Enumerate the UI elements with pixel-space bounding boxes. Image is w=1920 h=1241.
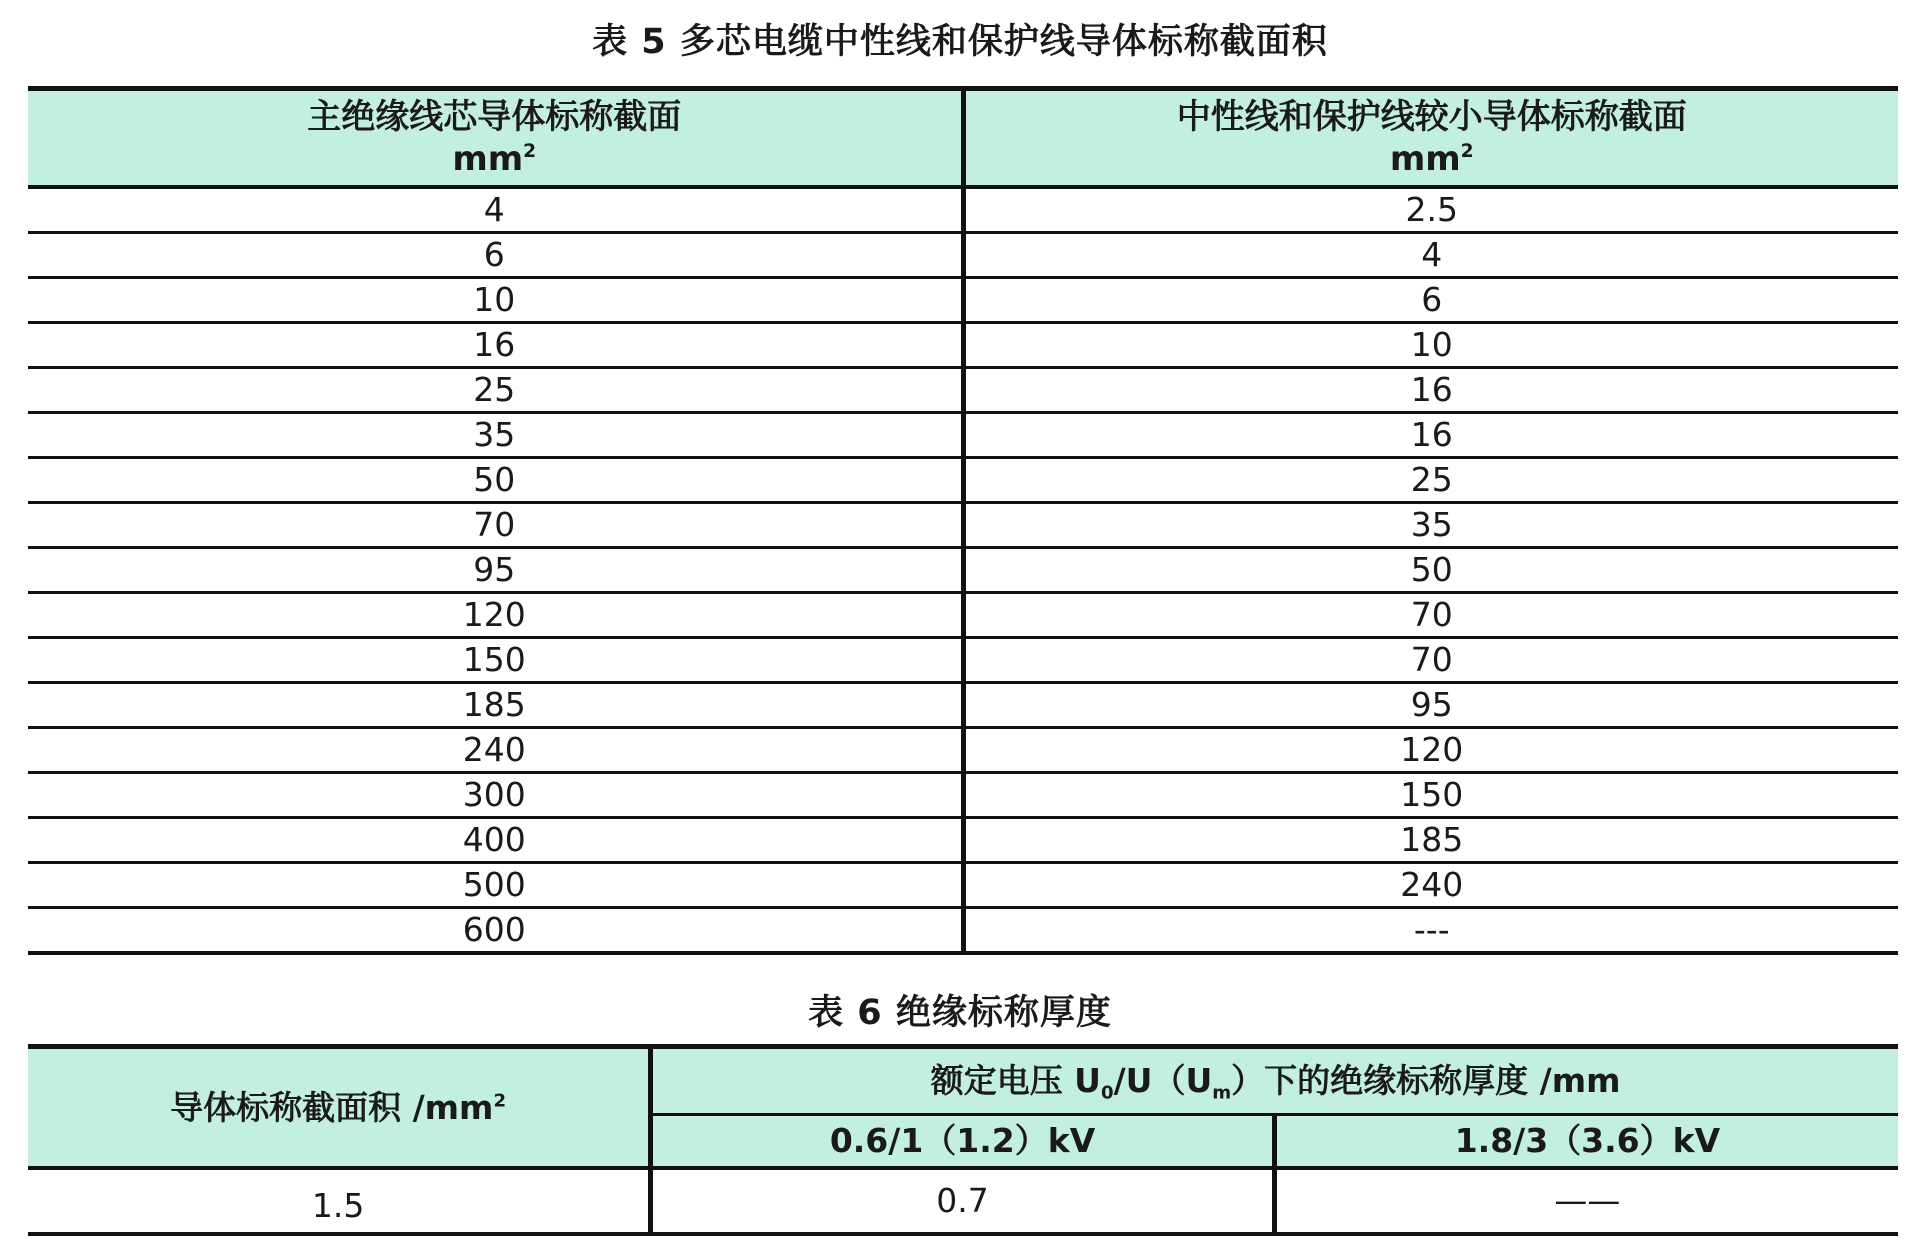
header-conductor-area: 导体标称截面积 $/mm^2$ bbox=[28, 1047, 651, 1169]
conductor-area-cell: 1.5 bbox=[28, 1168, 651, 1234]
main-section-cell: 25 bbox=[28, 368, 963, 413]
neutral-section-cell: 2.5 bbox=[963, 187, 1898, 233]
table-row bbox=[28, 278, 1898, 323]
neutral-section-cell: 95 bbox=[963, 683, 1898, 728]
table6-caption: 表 6 绝缘标称厚度 bbox=[808, 993, 1112, 1033]
neutral-section-cell: 16 bbox=[963, 413, 1898, 458]
table-row bbox=[28, 233, 1898, 278]
main-section-cell: 500 bbox=[28, 863, 963, 908]
table-row bbox=[28, 1168, 1898, 1234]
table-row bbox=[28, 908, 1898, 954]
neutral-section-cell: 50 bbox=[963, 548, 1898, 593]
table-row bbox=[28, 818, 1898, 863]
header-main-conductor-label: 主绝缘线芯导体标称截面 bbox=[307, 97, 682, 137]
table-row bbox=[28, 548, 1898, 593]
header-neutral-conductor-label: 中性线和保护线较小导体标称截面 bbox=[1176, 97, 1687, 137]
table-row bbox=[28, 773, 1898, 818]
main-section-cell: 50 bbox=[28, 458, 963, 503]
neutral-section-cell: 70 bbox=[963, 638, 1898, 683]
table-row bbox=[28, 323, 1898, 368]
main-section-cell: 4 bbox=[28, 187, 963, 233]
main-section-cell: 120 bbox=[28, 593, 963, 638]
neutral-section-cell: 10 bbox=[963, 323, 1898, 368]
main-section-cell: 35 bbox=[28, 413, 963, 458]
header-main-conductor-unit: $mm^2$ bbox=[452, 139, 537, 179]
table6-insulation-thickness bbox=[28, 1044, 1898, 1236]
subheader-voltage-1-8kv: 1.8/3（3.6）kV bbox=[1274, 1115, 1898, 1169]
table-row bbox=[28, 503, 1898, 548]
header-rated-voltage-group: 额定电压 $U_0/U(U_m)$下的绝缘标称厚度 /mm bbox=[651, 1047, 1898, 1115]
table-row bbox=[28, 728, 1898, 773]
table-row bbox=[28, 187, 1898, 233]
table-row bbox=[28, 593, 1898, 638]
main-section-cell: 240 bbox=[28, 728, 963, 773]
subheader-voltage-0-6kv: 0.6/1（1.2）kV bbox=[651, 1115, 1275, 1169]
main-section-cell: 150 bbox=[28, 638, 963, 683]
neutral-section-cell: 70 bbox=[963, 593, 1898, 638]
header-main-conductor bbox=[28, 89, 963, 188]
main-section-cell: 185 bbox=[28, 683, 963, 728]
table-row bbox=[28, 458, 1898, 503]
neutral-section-cell: 35 bbox=[963, 503, 1898, 548]
table6-header-row bbox=[28, 1047, 1898, 1115]
header-conductor-area-label: 导体标称截面积 /mm bbox=[170, 1087, 494, 1127]
table5-header-row bbox=[28, 89, 1898, 188]
main-section-cell: 16 bbox=[28, 323, 963, 368]
neutral-section-cell: 6 bbox=[963, 278, 1898, 323]
table-row bbox=[28, 413, 1898, 458]
table-row bbox=[28, 683, 1898, 728]
main-section-cell: 6 bbox=[28, 233, 963, 278]
thickness-0-6kv-cell: 0.7 bbox=[651, 1168, 1275, 1234]
neutral-section-cell: 25 bbox=[963, 458, 1898, 503]
neutral-section-cell: 185 bbox=[963, 818, 1898, 863]
main-section-cell: 600 bbox=[28, 908, 963, 954]
table5-neutral-protective-conductor bbox=[28, 86, 1898, 955]
main-section-cell: 400 bbox=[28, 818, 963, 863]
neutral-section-cell: 150 bbox=[963, 773, 1898, 818]
neutral-section-cell: 120 bbox=[963, 728, 1898, 773]
main-section-cell: 300 bbox=[28, 773, 963, 818]
header-neutral-conductor-unit: $mm^2$ bbox=[1389, 139, 1474, 179]
header-neutral-conductor bbox=[963, 89, 1898, 188]
table-row bbox=[28, 638, 1898, 683]
neutral-section-cell: 4 bbox=[963, 233, 1898, 278]
thickness-1-8kv-cell: —— bbox=[1274, 1168, 1898, 1234]
table-row bbox=[28, 368, 1898, 413]
neutral-section-cell: 16 bbox=[963, 368, 1898, 413]
neutral-section-cell: 240 bbox=[963, 863, 1898, 908]
table-row bbox=[28, 863, 1898, 908]
neutral-section-cell: --- bbox=[963, 908, 1898, 954]
main-section-cell: 95 bbox=[28, 548, 963, 593]
main-section-cell: 70 bbox=[28, 503, 963, 548]
table5-caption: 表 5 多芯电缆中性线和保护线导体标称截面积 bbox=[592, 22, 1328, 62]
main-section-cell: 10 bbox=[28, 278, 963, 323]
